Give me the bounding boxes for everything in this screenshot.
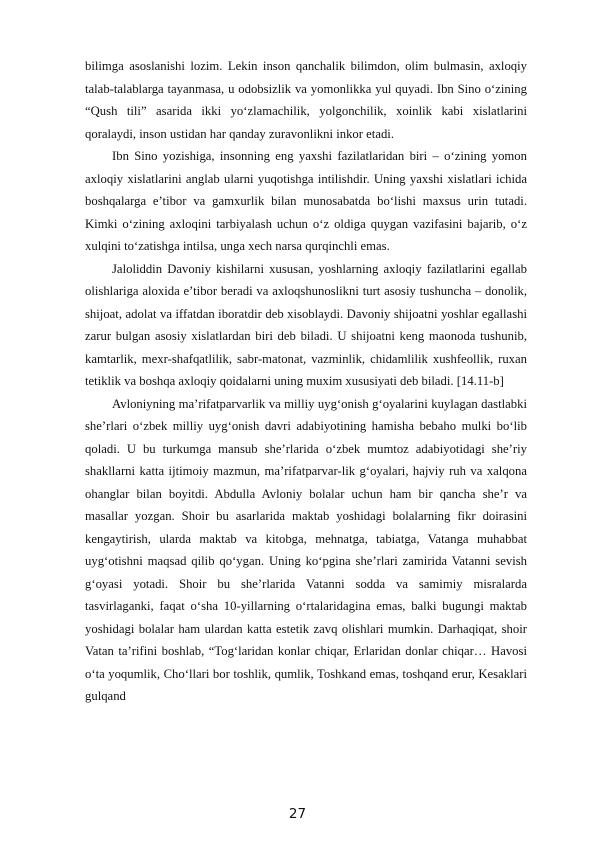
- paragraph-avloniy: Avloniyning ma’rifatparvarlik va milliy uyg‘onish g‘oyalarini kuylagan dastlabki she’rlari o‘zbek milliy uyg‘onish davri adabiyotining hamisha bebaho mulki bo‘lib qoladi. U bu turkumga mansub she’rlarida o‘zbek mumtoz adabiyotidagi she’riy shakllarni katta ijtimoiy mazmun, ma’rifatparvar-lik g‘oyalari, hajviy ruh va xalqona ohanglar bilan boyitdi. Abdulla Avloniy bolalar uchun ham bir qancha she’r va masallar yozgan. Shoir bu asarlarida maktab yoshidagi bolalarning fikr doirasini kengaytirish, ularda maktab va kitobga, mehnatga, tabiatga, Vatanga muhabbat uyg‘otishni maqsad qilib qo‘ygan. Uning ko‘pgina she’rlari zamirida Vatanni sevish g‘oyasi yotadi. Shoir bu she’rlarida Vatanni sodda va samimiy misralarda tasvirlaganki, faqat o‘sha 10-yillarning o‘rtalaridagina emas, balki bugungi maktab yoshidagi bolalar ham ulardan katta estetik zavq olishlari mumkin. Darhaqiqat, shoir Vatan ta’rifini boshlab, “Tog‘laridan konlar chiqar, Erlaridan donlar chiqar… Havosi o‘ta yoqumlik, Cho‘llari bor toshlik, qumlik, Toshkand emas, toshqand erur, Kesaklari gulqand: [85, 396, 527, 703]
- paragraph-davoniy: Jaloliddin Davoniy kishilarni xususan, yoshlarning axloqiy fazilatlarini egallab olishlariga aloxida e’tibor beradi va axloqshunoslikni turt asosiy tushuncha – donolik, shijoat, adolat va iffatdan iboratdir deb xisoblaydi. Davoniy shijoatni yoshlar egallashi zarur bulgan asosiy xislatlardan biri deb biladi. U shijoatni keng maonoda tushunib, kamtarlik, mexr-shafqatlilik, sabr-matonat, vazminlik, chidamlilik xushfeollik, ruxan tetiklik va boshqa axloqiy qoidalarni uning muxim xususiyati deb biladi. [14.11-b]: [85, 261, 527, 388]
- paragraph-continuation: bilimga asoslanishi lozim. Lekin inson qanchalik bilimdon, olim bulmasin, axloqiy talab-talablarga tayanmasa, u odobsizlik va yomonlikka yul quyadi. Ibn Sino o‘zining “Qush tili” asarida ikki yo‘zlamachilik, yolgonchilik, xoinlik kabi xislatlarini qoralaydi, inson ustidan har qanday zuravonlikni inkor etadi.: [85, 59, 527, 141]
- page-body: [85, 55, 527, 708]
- page-number: 27: [288, 806, 307, 822]
- paragraph-ibn-sino: Ibn Sino yozishiga, insonning eng yaxshi fazilatlaridan biri – o‘zining yomon axloqiy xislatlarini anglab ularni yuqotishga intilishdir. Uning yaxshi xislatlari ichida boshqalarga e’tibor va gamxurlik bilan munosabatda bo‘lishi maxsus urin tutadi. Kimki o‘zining axloqini tarbiyalash uchun o‘z oldiga quygan vazifasini bajarib, o‘z xulqini to‘zatishga intilsa, unga xech narsa qurqinchli emas.: [85, 149, 527, 253]
